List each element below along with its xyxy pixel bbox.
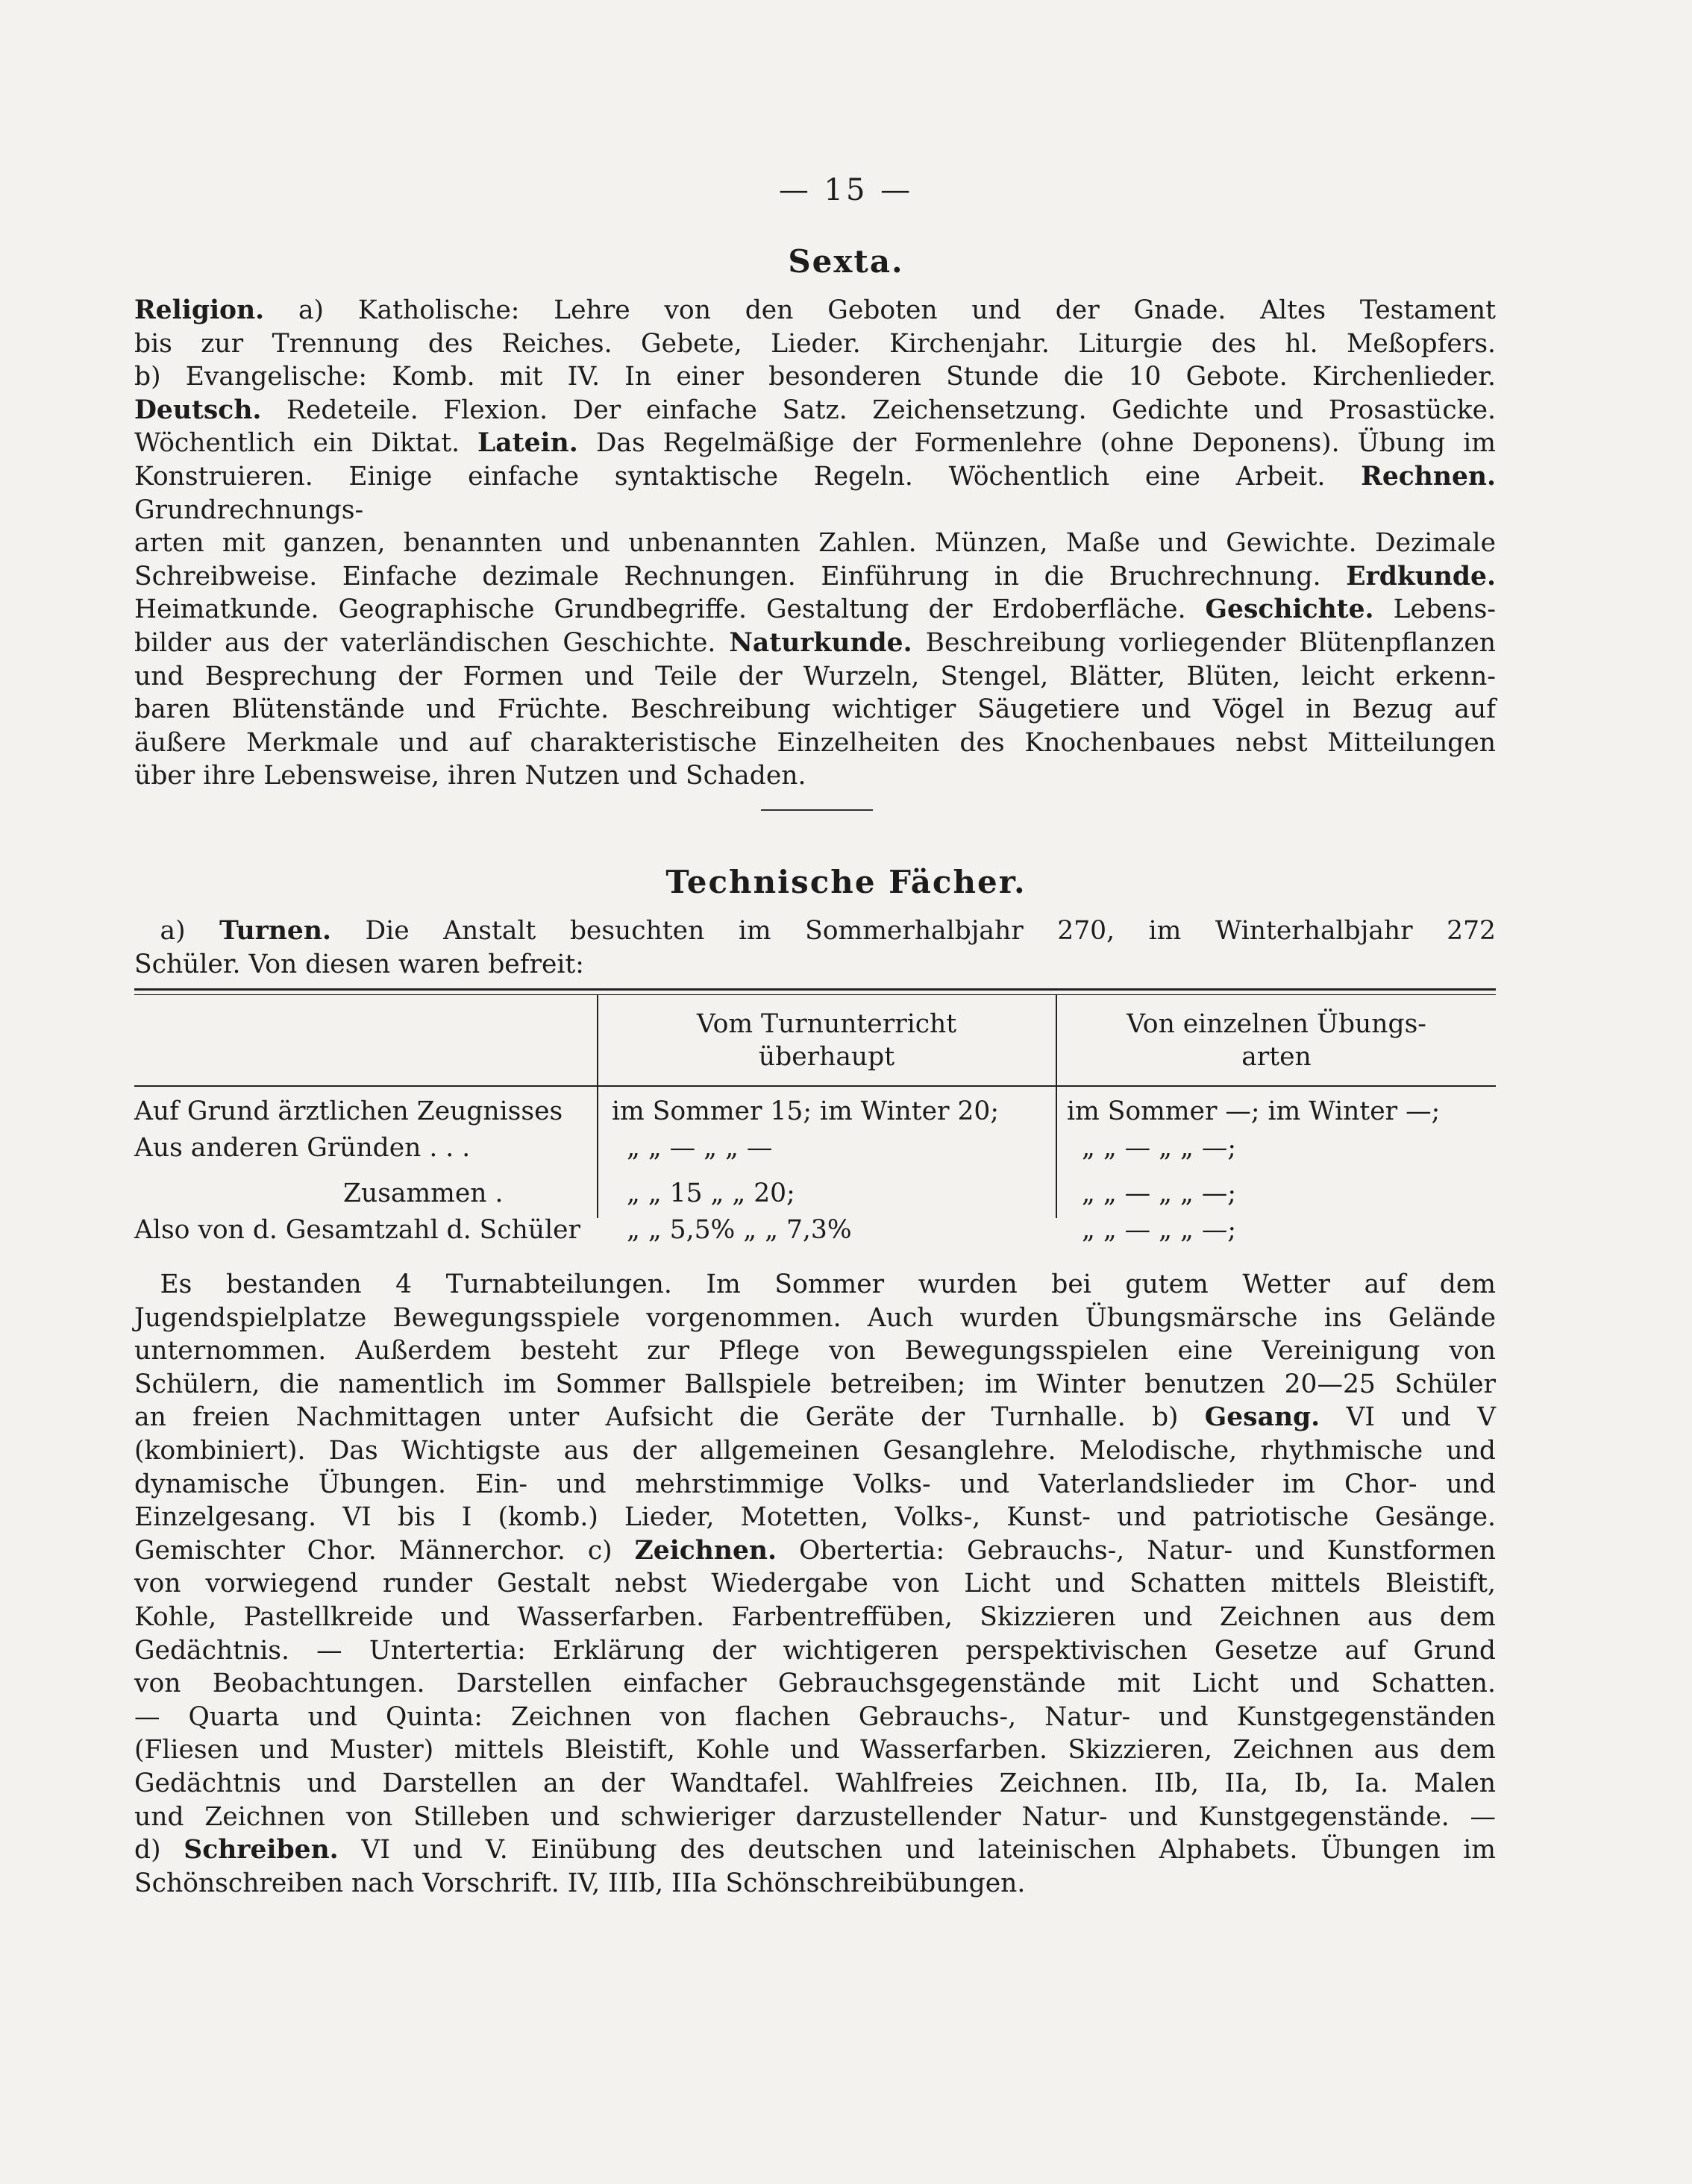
subject-label: Gesang. — [1204, 1402, 1320, 1433]
text-segment: dynamische Übungen. Ein- und mehrstimmige Volks- und Vaterlandslieder im Chor- und — [134, 1469, 1496, 1499]
table-header-rule — [134, 1085, 1496, 1087]
text-segment: und Besprechung der Formen und Teile der Wurzeln, Stengel, Blätter, Blüten, leicht erkenn- — [134, 661, 1496, 691]
text-segment: Obertertia: Gebrauchs-, Natur- und Kunstformen — [777, 1535, 1496, 1566]
text-segment: Heimatkunde. Geographische Grundbegriffe. Gestaltung der Erdoberfläche. — [134, 594, 1206, 625]
text-line — [134, 914, 1496, 948]
text-segment: Die Anstalt besuchten im Sommerhalbjahr 270, im Winterhalbjahr 272 — [330, 916, 1496, 946]
text-line — [134, 1767, 1496, 1801]
subject-label: Zeichnen. — [634, 1535, 777, 1566]
text-line — [134, 394, 1496, 427]
text-line — [134, 1368, 1496, 1402]
col-header-overall: Vom Turnunterricht überhaupt — [696, 1009, 957, 1072]
page-number: — 15 — — [778, 173, 914, 207]
text-segment: Schönschreiben nach Vorschrift. IV, IIIb, IIIa Schönschreibübungen. — [134, 1868, 1026, 1898]
sexta-paragraph — [134, 294, 1496, 793]
text-segment: VI und V — [1320, 1402, 1496, 1433]
text-segment: Grundrechnungs- — [134, 495, 364, 525]
text-line — [134, 1801, 1496, 1834]
text-segment: a) — [134, 916, 220, 946]
text-segment: Lebens- — [1373, 594, 1496, 625]
text-segment: (Fliesen und Muster) mittels Bleistift, Kohle und Wasserfarben. Skizzieren, Zeichnen aus dem — [134, 1735, 1496, 1766]
text-line — [134, 1268, 1496, 1302]
text-segment: Gedächtnis und Darstellen an der Wandtafel. Wahlfreies Zeichnen. IIb, IIa, Ib, Ia. Malen — [134, 1768, 1496, 1798]
text-line — [134, 627, 1496, 660]
text-line — [134, 1434, 1496, 1468]
subject-label: Turnen. — [219, 916, 331, 946]
text-segment: Beschreibung vorliegender Blütenpflanzen — [912, 627, 1496, 658]
row-label-total: Zusammen . — [343, 1179, 504, 1208]
text-segment: Konstruieren. Einige einfache syntaktische Regeln. Wöchentlich eine Arbeit. — [134, 461, 1362, 492]
text-line — [134, 1634, 1496, 1668]
row-value-percent-partial: „ „ — „ „ —; — [1082, 1215, 1236, 1245]
row-value-total-partial: „ „ — „ „ —; — [1082, 1179, 1236, 1208]
row-value-other-overall: „ „ — „ „ — — [627, 1133, 773, 1163]
text-line — [134, 660, 1496, 694]
text-line — [134, 1468, 1496, 1502]
row-label-other: Aus anderen Gründen . . . — [134, 1133, 471, 1163]
subject-label: Schreiben. — [184, 1835, 339, 1866]
table-top-rule — [134, 988, 1496, 991]
subject-label: Religion. — [134, 295, 265, 325]
subject-label: Rechnen. — [1361, 461, 1496, 492]
row-value-total-overall: „ „ 15 „ „ 20; — [627, 1179, 795, 1208]
text-segment: Gedächtnis. — Untertertia: Erklärung der wichtigeren perspektivischen Gesetze auf Grund — [134, 1635, 1496, 1666]
text-line — [134, 1833, 1496, 1867]
text-segment: Wöchentlich ein Diktat. — [134, 428, 478, 459]
text-segment: arten mit ganzen, benannten und unbenannten Zahlen. Münzen, Maße und Gewichte. Dezimale — [134, 528, 1496, 559]
text-segment: a) Katholische: Lehre von den Geboten und der Gnade. Altes Testament — [264, 295, 1496, 325]
row-value-medical-overall: im Sommer 15; im Winter 20; — [612, 1096, 999, 1126]
text-line — [134, 1667, 1496, 1701]
text-line — [134, 1567, 1496, 1601]
text-line — [134, 294, 1496, 327]
text-segment: — Quarta und Quinta: Zeichnen von flachen Gebrauchs-, Natur- und Kunstgegenständen — [134, 1701, 1496, 1732]
text-segment: Redeteile. Flexion. Der einfache Satz. Zeichensetzung. Gedichte und Prosastücke. — [261, 395, 1496, 425]
text-segment: baren Blütenstände und Früchte. Beschreibung wichtiger Säugetiere und Vögel in Bezug auf — [134, 694, 1496, 725]
text-segment: (kombiniert). Das Wichtigste aus der allgemeinen Gesanglehre. Melodische, rhythmische und — [134, 1435, 1496, 1466]
text-segment: Kohle, Pastellkreide und Wasserfarben. Farbentreffüben, Skizzieren und Zeichnen aus dem — [134, 1601, 1496, 1632]
text-segment: äußere Merkmale und auf charakteristische Einzelheiten des Knochenbaues nebst Mitteilungen — [134, 727, 1496, 758]
text-line — [134, 527, 1496, 560]
text-line — [134, 1534, 1496, 1568]
text-line — [134, 360, 1496, 394]
turnen-intro-paragraph — [134, 914, 1496, 981]
section-divider — [761, 809, 873, 811]
text-segment: Das Regelmäßige der Formenlehre (ohne Deponens). Übung im — [577, 428, 1496, 459]
technische-heading: Technische Fächer. — [665, 864, 1027, 900]
text-line — [134, 759, 1496, 793]
subject-label: Latein. — [477, 428, 578, 459]
subject-label: Naturkunde. — [729, 627, 912, 658]
text-segment: und Zeichnen von Stilleben und schwieriger darzustellender Natur- und Kunstgegenstände. — — [134, 1801, 1496, 1832]
text-line — [134, 427, 1496, 460]
text-line — [134, 593, 1496, 627]
text-segment: Einzelgesang. VI bis I (komb.) Lieder, Motetten, Volks-, Kunst- und patriotische Gesänge. — [134, 1502, 1496, 1533]
row-value-percent-overall: „ „ 5,5% „ „ 7,3% — [627, 1215, 852, 1245]
text-segment: Es bestanden 4 Turnabteilungen. Im Sommer wurden bei gutem Wetter auf dem — [134, 1270, 1496, 1299]
text-segment: bilder aus der vaterländischen Geschichte. — [134, 627, 730, 658]
text-segment: bis zur Trennung des Reiches. Gebete, Lieder. Kirchenjahr. Liturgie des hl. Meßopfers. — [134, 328, 1496, 359]
text-segment: über ihre Lebensweise, ihren Nutzen und Schaden. — [134, 761, 806, 791]
text-segment: VI und V. Einübung des deutschen und lateinischen Alphabets. Übungen im — [338, 1835, 1497, 1866]
text-segment: unternommen. Außerdem besteht zur Pflege von Bewegungsspielen eine Vereinigung von — [134, 1336, 1496, 1366]
text-segment: Gemischter Chor. Männerchor. c) — [134, 1535, 635, 1566]
table-top-rule-thin — [134, 994, 1496, 995]
subject-label: Deutsch. — [134, 395, 262, 425]
text-line — [134, 1867, 1496, 1901]
row-value-medical-partial: im Sommer —; im Winter —; — [1067, 1096, 1441, 1126]
text-segment: b) Evangelische: Komb. mit IV. In einer besonderen Stunde die 10 Gebote. Kirchenlieder. — [134, 362, 1496, 392]
text-line — [134, 460, 1496, 527]
text-segment: von vorwiegend runder Gestalt nebst Wiedergabe von Licht und Schatten mittels Bleistift, — [134, 1569, 1496, 1599]
text-line — [134, 1701, 1496, 1734]
text-segment: d) — [134, 1835, 184, 1866]
sexta-heading: Sexta. — [788, 243, 904, 280]
text-line — [134, 560, 1496, 594]
text-line — [134, 948, 1496, 982]
text-line — [134, 1401, 1496, 1434]
text-line — [134, 727, 1496, 760]
text-segment: von Beobachtungen. Darstellen einfacher Gebrauchsgegenstände mit Licht und Schatten. — [134, 1669, 1496, 1699]
text-line — [134, 1302, 1496, 1335]
text-segment: an freien Nachmittagen unter Aufsicht die Geräte der Turnhalle. b) — [134, 1402, 1205, 1433]
text-line — [134, 1733, 1496, 1767]
text-segment: Jugendspielplatze Bewegungsspiele vorgenommen. Auch wurden Übungsmärsche ins Gelände — [134, 1302, 1496, 1333]
text-segment: Schüler. Von diesen waren befreit: — [134, 949, 584, 979]
text-line — [134, 327, 1496, 361]
text-line — [134, 1501, 1496, 1534]
row-label-medical: Auf Grund ärztlichen Zeugnisses — [134, 1096, 563, 1126]
row-label-percent: Also von d. Gesamtzahl d. Schüler — [134, 1215, 581, 1245]
text-segment: Schülern, die namentlich im Sommer Ballspiele betreiben; im Winter benutzen 20—25 Schüler — [134, 1369, 1496, 1399]
col-header-partial: Von einzelnen Übungs- arten — [1127, 1009, 1426, 1072]
technical-subjects-paragraph — [134, 1268, 1496, 1900]
row-value-other-partial: „ „ — „ „ —; — [1082, 1133, 1236, 1163]
text-line — [134, 1601, 1496, 1634]
subject-label: Geschichte. — [1205, 594, 1374, 625]
text-line — [134, 1334, 1496, 1368]
text-line — [134, 693, 1496, 727]
subject-label: Erdkunde. — [1346, 561, 1496, 592]
text-segment: Schreibweise. Einfache dezimale Rechnungen. Einführung in die Bruchrechnung. — [134, 561, 1347, 592]
